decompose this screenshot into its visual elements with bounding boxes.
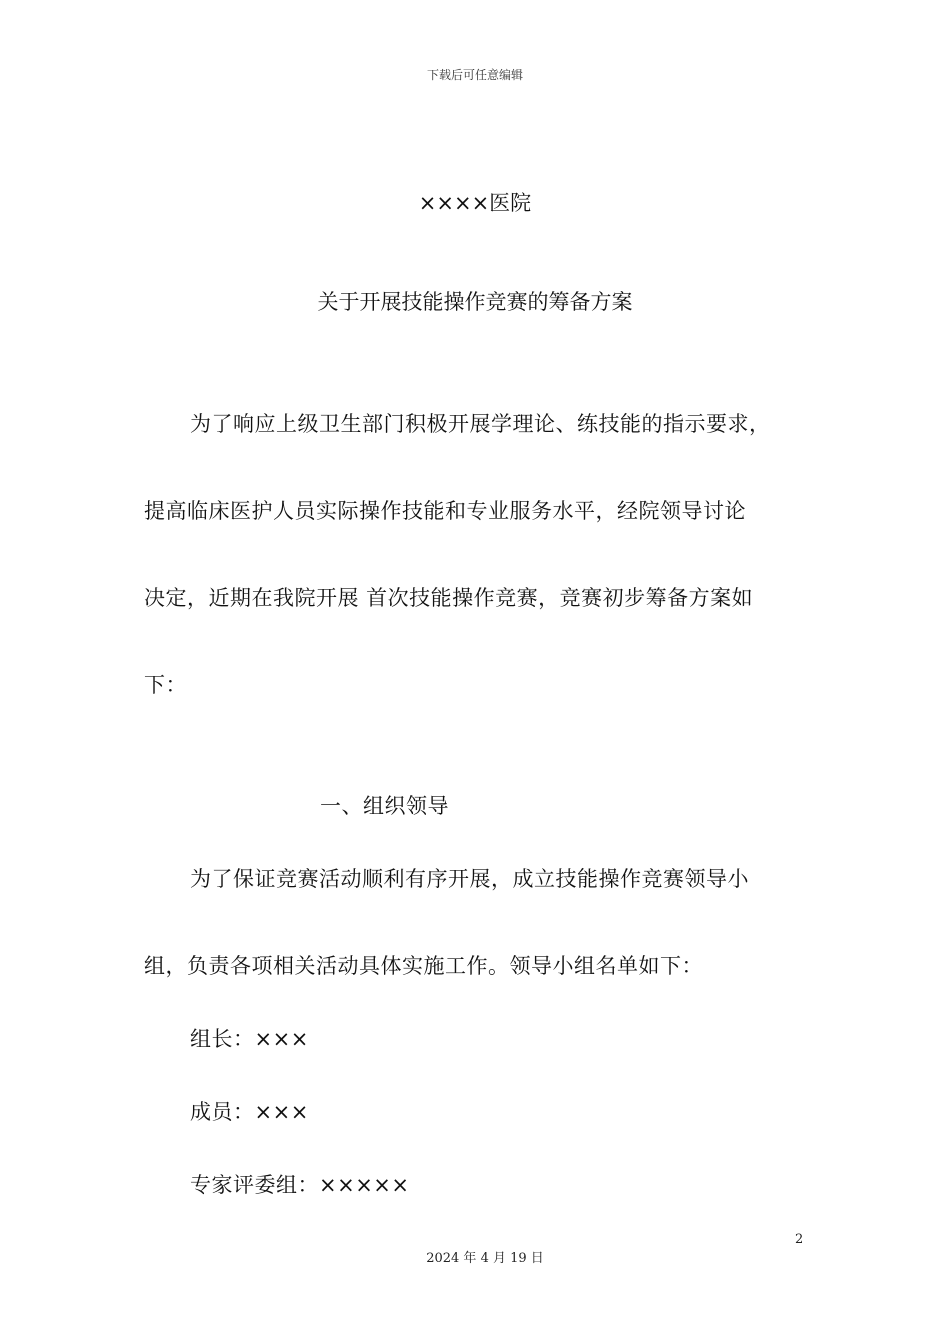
member-leader: 组长：××× <box>190 1027 309 1051</box>
section-heading-organization: 一、组织领导 <box>320 794 449 818</box>
section1-line-2: 组，负责各项相关活动具体实施工作。领导小组名单如下： <box>144 954 703 978</box>
intro-line-2: 提高临床医护人员实际操作技能和专业服务水平，经院领导讨论 <box>144 499 746 523</box>
intro-line-4: 下： <box>144 673 187 697</box>
intro-line-3: 决定，近期在我院开展 首次技能操作竞赛，竞赛初步筹备方案如 <box>144 586 754 610</box>
intro-line-1: 为了响应上级卫生部门积极开展学理论、练技能的指示要求， <box>190 412 771 436</box>
footer-date: 2024 年 4 月 19 日 <box>426 1251 544 1266</box>
section1-line-1: 为了保证竞赛活动顺利有序开展，成立技能操作竞赛领导小 <box>190 867 749 891</box>
page-number: 2 <box>795 1232 804 1247</box>
member-expert-panel: 专家评委组：××××× <box>190 1173 410 1197</box>
document-title-line1: ××××医院 <box>418 191 532 215</box>
header-note: 下载后可任意编辑 <box>426 68 523 82</box>
member-members: 成员：××× <box>190 1100 309 1124</box>
document-title-line2: 关于开展技能操作竞赛的筹备方案 <box>317 290 633 314</box>
